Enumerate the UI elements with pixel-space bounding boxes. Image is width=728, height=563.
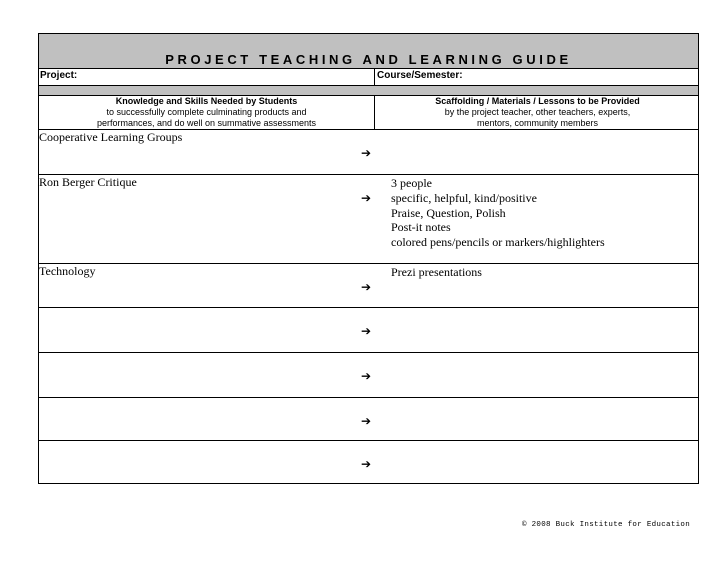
project-label: Project:	[40, 70, 78, 81]
scaffolding-item: Prezi presentations	[391, 265, 482, 279]
left-header-line: to successfully complete culminating products and	[106, 107, 307, 117]
row-knowledge-cell: Ron Berger Critique	[39, 175, 137, 189]
guide-row	[39, 441, 698, 484]
title-band	[39, 34, 698, 68]
gap-band	[39, 86, 698, 95]
guide-row	[39, 398, 698, 440]
row-scaffolding-cell	[391, 176, 605, 250]
left-header-heading: Knowledge and Skills Needed by Students	[115, 96, 298, 106]
course-label: Course/Semester:	[377, 70, 463, 81]
scaffolding-item: 3 people	[391, 176, 432, 190]
arrow-right-icon: ➔	[361, 280, 372, 294]
guide-row	[39, 175, 698, 263]
guide-sheet	[38, 33, 699, 484]
left-header-line: performances, and do well on summative assessments	[96, 118, 317, 128]
divider	[39, 68, 698, 69]
scaffolding-item: Post-it notes	[391, 220, 451, 235]
right-header-line: mentors, community members	[476, 118, 599, 128]
arrow-right-icon: ➔	[361, 457, 372, 471]
arrow-right-icon: ➔	[361, 369, 372, 383]
copyright-notice: © 2008 Buck Institute for Education	[522, 521, 691, 529]
scaffolding-item: Praise, Question, Polish	[391, 205, 506, 220]
guide-row	[39, 130, 698, 174]
guide-row	[39, 308, 698, 352]
divider	[374, 68, 375, 86]
arrow-right-icon: ➔	[361, 324, 372, 338]
right-header-heading: Scaffolding / Materials / Lessons to be Provided	[435, 96, 640, 106]
scaffolding-item: colored pens/pencils or markers/highlighters	[391, 235, 605, 250]
arrow-right-icon: ➔	[361, 191, 372, 205]
left-column-header	[39, 96, 374, 129]
row-scaffolding-cell	[391, 265, 482, 280]
arrow-right-icon: ➔	[361, 414, 372, 428]
guide-row	[39, 264, 698, 307]
row-knowledge-cell: Cooperative Learning Groups	[39, 130, 183, 144]
right-column-header	[375, 96, 700, 129]
right-header-line: by the project teacher, other teachers, experts,	[444, 107, 631, 117]
row-knowledge-cell: Technology	[39, 264, 96, 278]
page-title: PROJECT TEACHING AND LEARNING GUIDE	[165, 52, 572, 67]
scaffolding-item: specific, helpful, kind/positive	[391, 190, 537, 205]
arrow-right-icon: ➔	[361, 146, 372, 160]
guide-row	[39, 353, 698, 397]
